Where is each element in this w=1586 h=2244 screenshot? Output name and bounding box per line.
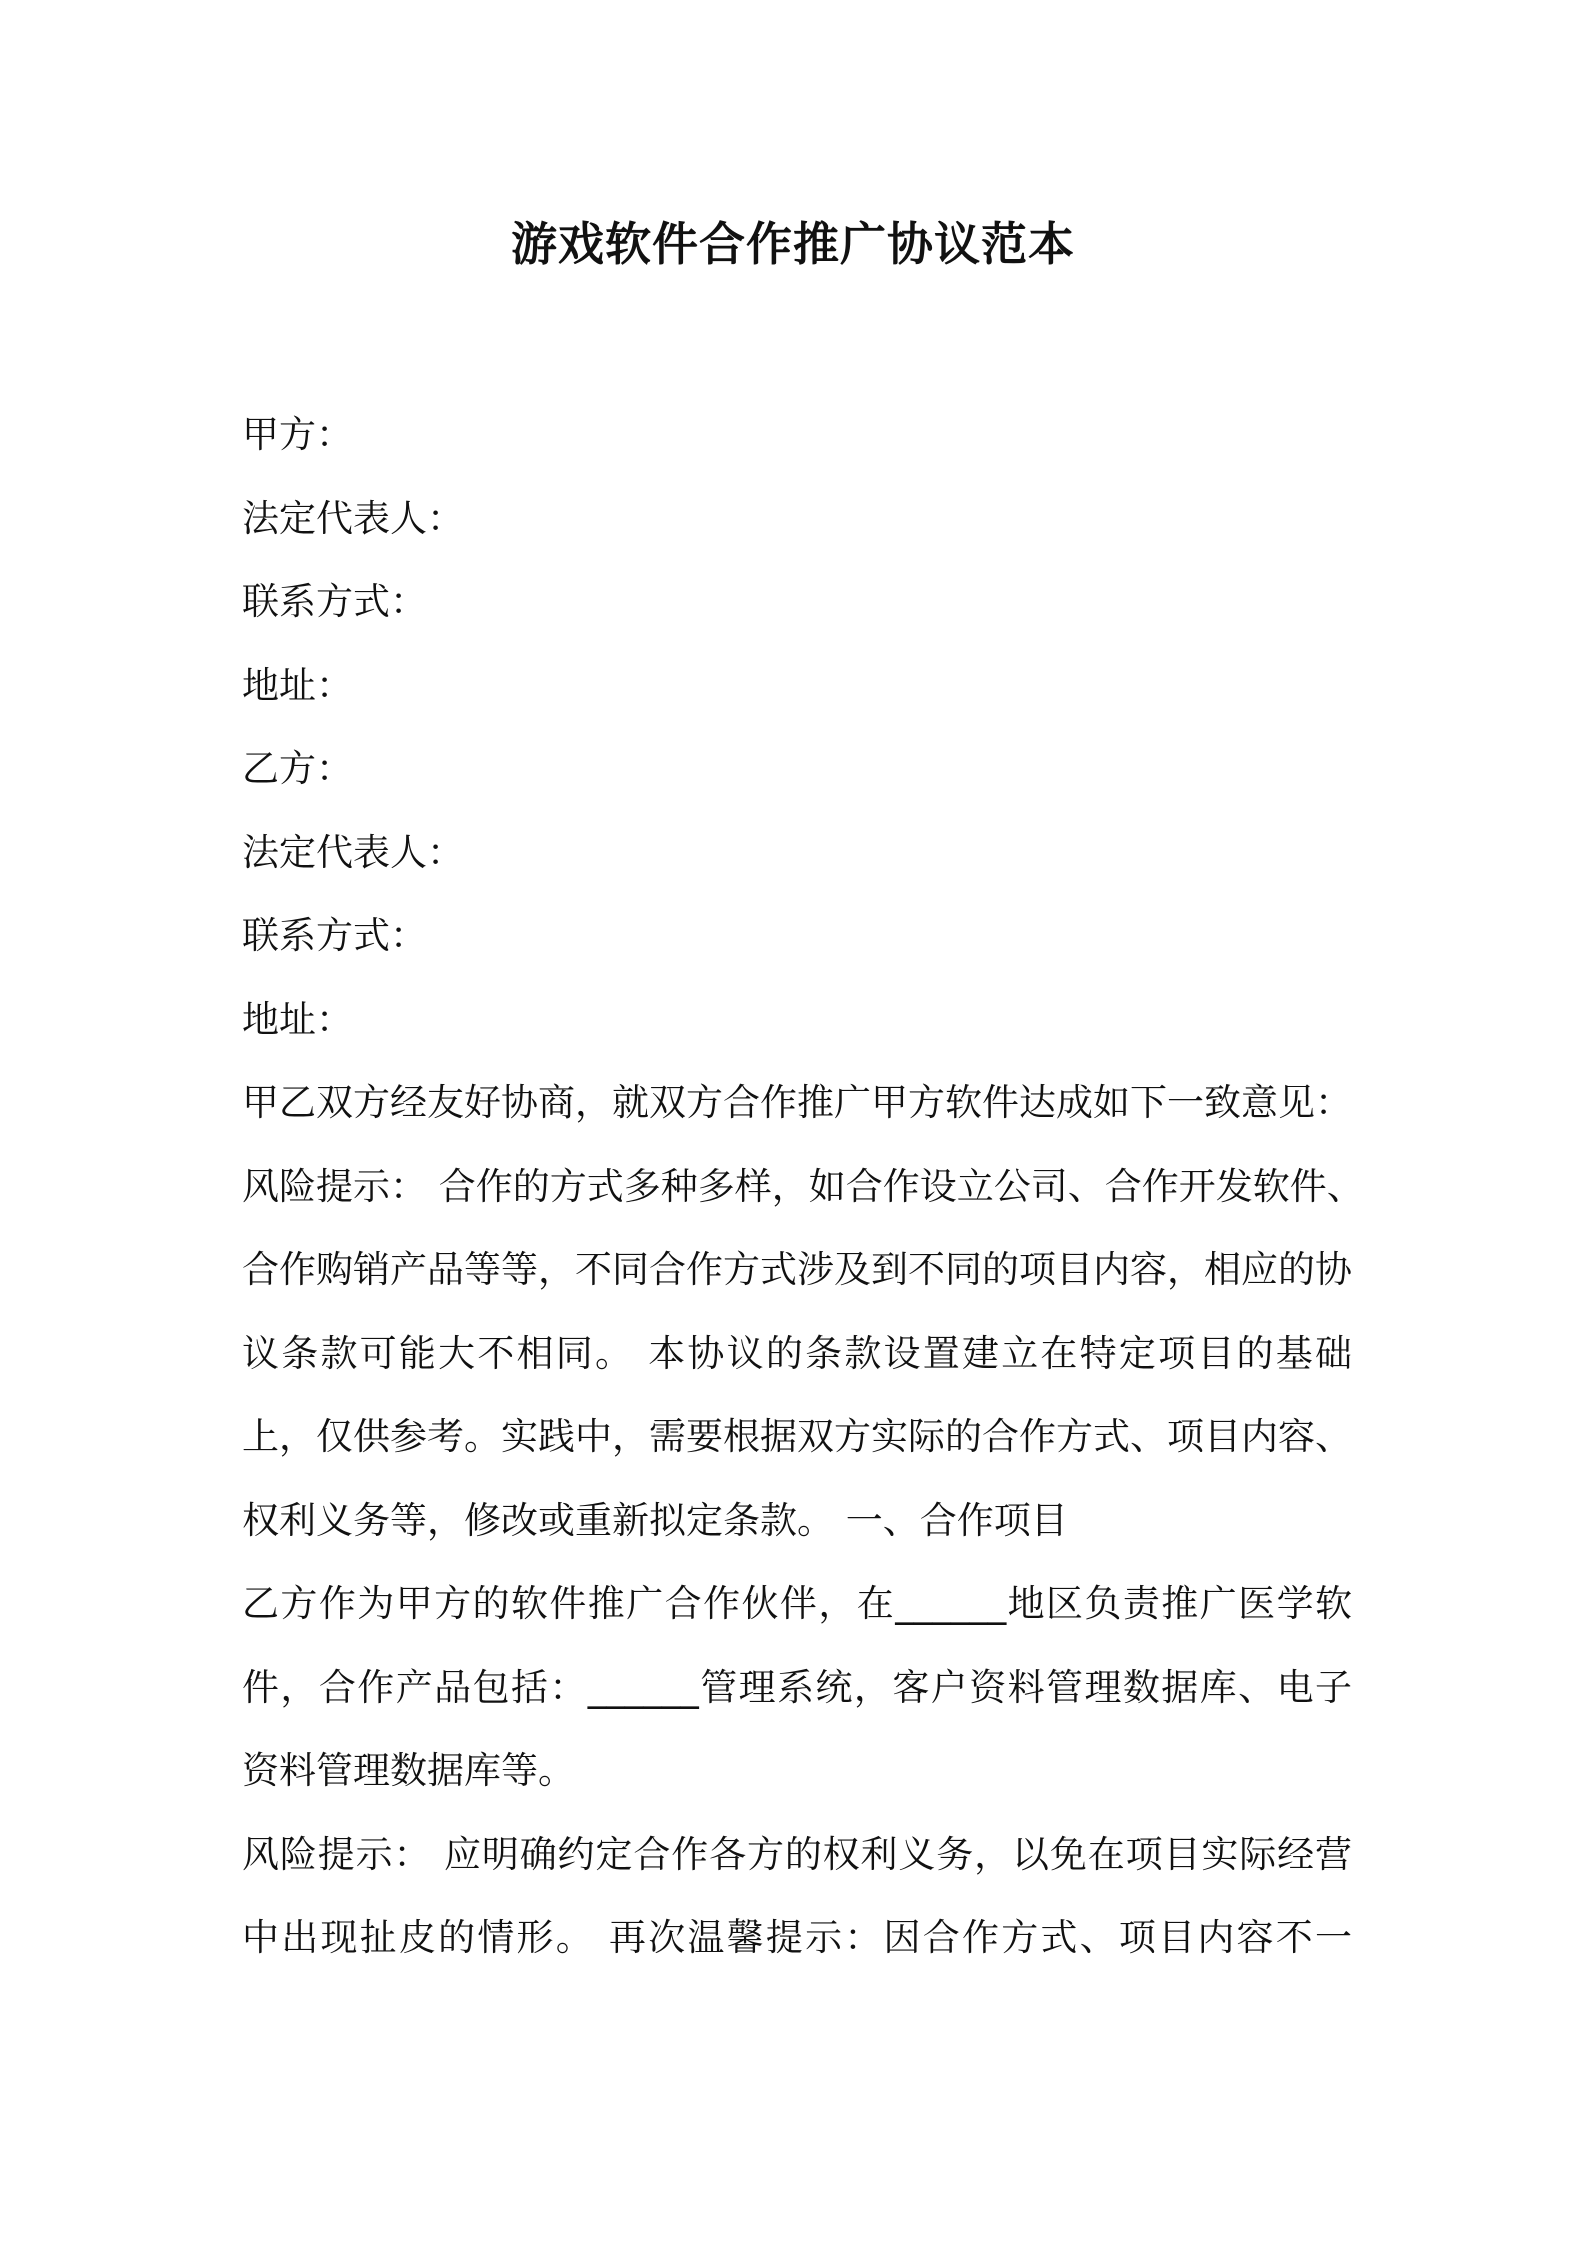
party-a-legal-representative: 法定代表人： (242, 496, 464, 540)
cooperation-item-line-3: 资料管理数据库等。 (242, 1749, 575, 1792)
party-a-label: 甲方： (242, 413, 353, 456)
cooperation-item-line-1: 乙方作为甲方的软件推广合作伙伴，在______地区负责推广医学软 (242, 1582, 1352, 1625)
party-a-contact: 联系方式： (242, 580, 427, 623)
risk-note-line-1: 风险提示： 合作的方式多种多样，如合作设立公司、合作开发软件、 (242, 1164, 1364, 1208)
agreement-intro: 甲乙双方经友好协商，就双方合作推广甲方软件达成如下一致意见： (242, 1081, 1352, 1124)
cooperation-item-line-2: 件，合作产品包括：______管理系统，客户资料管理数据库、电子 (242, 1665, 1352, 1709)
party-b-label: 乙方： (242, 747, 353, 790)
document-title: 游戏软件合作推广协议范本 (511, 217, 1075, 271)
risk-note-line-4: 上，仅供参考。实践中，需要根据双方实际的合作方式、项目内容、 (242, 1415, 1352, 1458)
risk-note-2-line-2: 中出现扯皮的情形。 再次温馨提示：因合作方式、项目内容不一 (242, 1916, 1352, 1959)
party-b-address: 地址： (242, 997, 353, 1041)
party-b-legal-representative: 法定代表人： (242, 830, 464, 874)
risk-note-line-3: 议条款可能大不相同。 本协议的条款设置建立在特定项目的基础 (242, 1331, 1352, 1375)
risk-note-line-2: 合作购销产品等等，不同合作方式涉及到不同的项目内容，相应的协 (242, 1248, 1352, 1291)
party-a-address: 地址： (242, 663, 353, 707)
risk-note-2-line-1: 风险提示： 应明确约定合作各方的权利义务，以免在项目实际经营 (242, 1832, 1352, 1876)
party-b-contact: 联系方式： (242, 914, 427, 957)
section-one-heading-line: 权利义务等，修改或重新拟定条款。 一、合作项目 (242, 1498, 1068, 1542)
document-body (242, 405, 1364, 1992)
